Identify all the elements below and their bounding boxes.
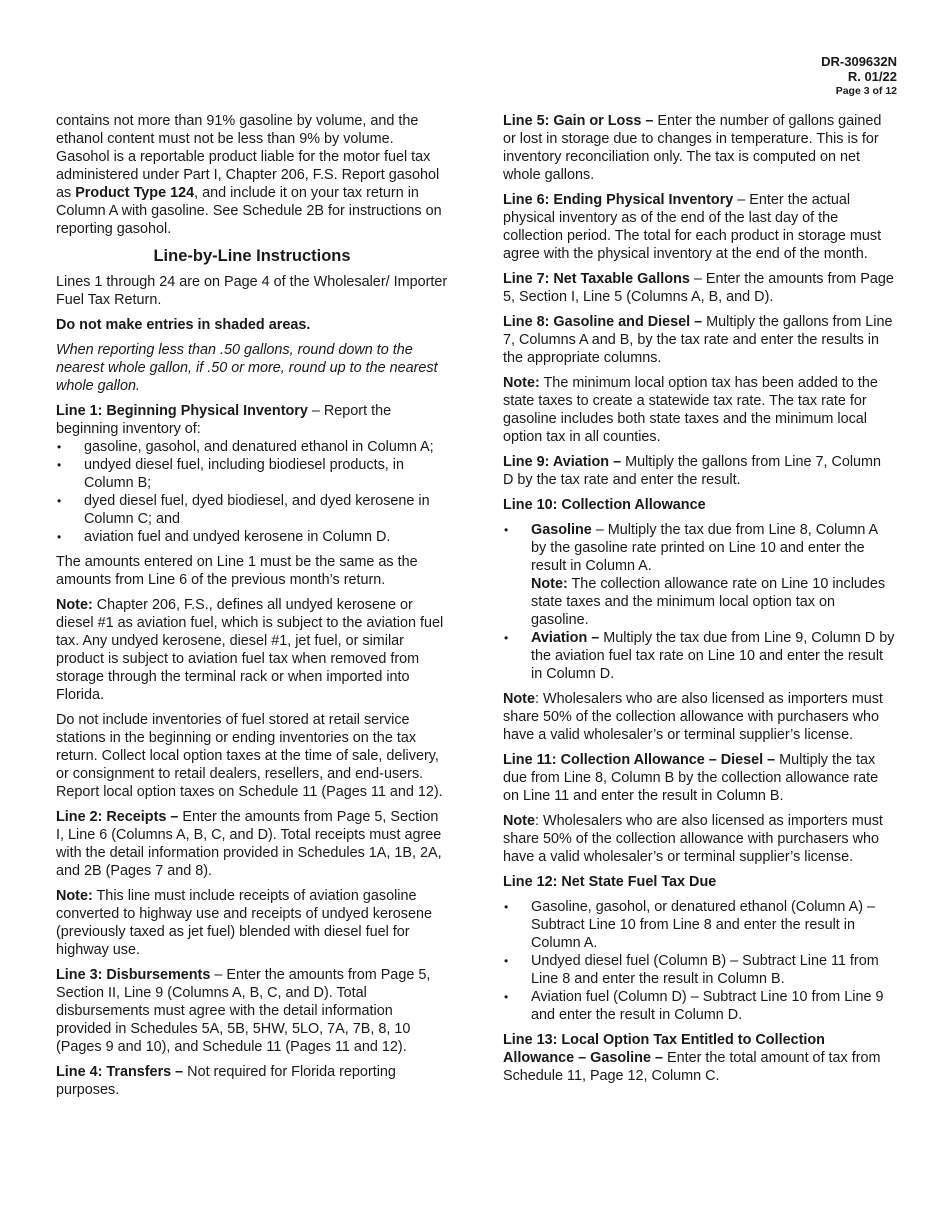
line1-instruction: Line 1: Beginning Physical Inventory – Report the beginning inventory of: <box>56 403 392 437</box>
tax-rate-note: Note: The minimum local option tax has been added to the state taxes to create a statewide tax rate. The tax rate for gasoline includes both state taxes and the minimum local option tax in all counties. <box>503 375 878 445</box>
list-item: • gasoline, gasohol, and denatured ethanol in Column A; <box>56 438 448 456</box>
line8-instruction: Line 8: Gasoline and Diesel – Multiply the gallons from Line 7, Columns A and B, by the tax rate and enter the results in the appropriate columns. <box>503 314 893 366</box>
receipts-note: Note: This line must include receipts of aviation gasoline converted to highway use and receipts of undyed kerosene (previously taxed as jet fuel) blended with diesel fuel for highway use. <box>56 888 432 958</box>
list-item: • Aviation – Multiply the tax due from Line 9, Column D by the aviation fuel tax rate on Line 10 and enter the result in Column D. <box>503 629 895 683</box>
section-title: Line-by-Line Instructions <box>153 247 351 265</box>
list-item: • Gasoline, gasohol, or denatured ethanol (Column A) – Subtract Line 10 from Line 8 and enter the result in Column A. <box>503 898 895 952</box>
line1-bullet-list <box>56 438 448 546</box>
line13-instruction: Line 13: Local Option Tax Entitled to Collection Allowance – Gasoline – Enter the total amount of tax from Schedule 11, Page 12, Column C. <box>503 1032 881 1084</box>
product-type-label: Product Type 124 <box>75 185 195 201</box>
line6-instruction: Line 6: Ending Physical Inventory – Enter the actual physical inventory as of the end of the last day of the collection period. The total for each product in storage must agree with the physical inventory at the end of the month. <box>503 192 882 262</box>
lines-note: Lines 1 through 24 are on Page 4 of the Wholesaler/ Importer Fuel Tax Return. <box>56 274 448 308</box>
line1-after-note: The amounts entered on Line 1 must be the same as the amounts from Line 6 of the previous month’s return. <box>56 554 418 588</box>
list-item: • dyed diesel fuel, dyed biodiesel, and dyed kerosene in Column C; and <box>56 492 448 528</box>
page-number: Page 3 of 12 <box>835 85 897 97</box>
line12-bullet-list <box>503 898 895 1024</box>
retail-inventory-note: Do not include inventories of fuel stored at retail service stations in the beginning or ending inventories on the tax return. Collect local option taxes at the time of sale, delivery, or consignment to retail dealers, resellers, and end-users. Report local option taxes on Schedule 11 (Pages 11 and 12). <box>56 712 443 800</box>
line10-bullet-list <box>503 521 895 683</box>
collection-allowance-note: Note: Wholesalers who are also licensed as importers must share 50% of the collection allowance with purchasers who have a valid wholesaler’s or terminal supplier’s license. <box>503 691 883 743</box>
right-column <box>503 112 895 1092</box>
line2-instruction: Line 2: Receipts – Enter the amounts from Page 5, Section I, Line 6 (Columns A, B, C, and D). Total receipts must agree with the detail information provided in Schedules 1A, 1B, 2A, and 2B (Pages 7 and 8). <box>56 809 442 879</box>
form-header <box>821 54 897 99</box>
list-item: • Gasoline – Multiply the tax due from Line 8, Column A by the gasoline rate printed on Line 10 and enter the result in Column A. Note: The collection allowance rate on Line 10 includes state taxes and the minimum local option tax on gasoline. <box>503 521 895 629</box>
gasohol-intro: contains not more than 91% gasoline by volume, and the ethanol content must not be less than 9% by volume. Gasohol is a reportable product liable for the motor fuel tax administered under Part I, Chapter 206, F.S. Report gasohol as Product Type 124, and include it on your tax return in Column A with gasoline. See Schedule 2B for instructions on reporting gasohol. <box>56 113 442 237</box>
line7-instruction: Line 7: Net Taxable Gallons – Enter the amounts from Page 5, Section I, Line 5 (Columns A, B, and D). <box>503 271 894 305</box>
line12-heading: Line 12: Net State Fuel Tax Due <box>503 874 717 890</box>
aviation-fuel-note: Note: Chapter 206, F.S., defines all undyed kerosene or diesel #1 as aviation fuel, which is subject to the aviation fuel tax. Any undyed kerosene, diesel #1, jet fuel, or similar product is subject to aviation fuel tax when removed from storage through the terminal rack or when imported into Florida. <box>56 597 444 703</box>
line9-instruction: Line 9: Aviation – Multiply the gallons from Line 7, Column D by the tax rate and enter the result. <box>503 454 882 488</box>
form-number: DR-309632N <box>821 54 897 69</box>
list-item: • Aviation fuel (Column D) – Subtract Line 10 from Line 9 and enter the result in Column D. <box>503 988 895 1024</box>
list-item: • aviation fuel and undyed kerosene in Column D. <box>56 528 448 546</box>
line10-heading: Line 10: Collection Allowance <box>503 497 706 513</box>
diesel-allowance-note: Note: Wholesalers who are also licensed as importers must share 50% of the collection allowance with purchasers who have a valid wholesaler’s or terminal supplier’s license. <box>503 813 883 865</box>
rounding-note: When reporting less than .50 gallons, round down to the nearest whole gallon, if .50 or more, round up to the nearest whole gallon. <box>56 342 438 394</box>
line3-instruction: Line 3: Disbursements – Enter the amounts from Page 5, Section II, Line 9 (Columns A, B, C, and D). Total disbursements must agree with the detail information provided in Schedules 5A, 5B, 5HW, 5LO, 7A, 7B, 8, 10 (Pages 9 and 10), and Schedule 11 (Pages 11 and 12). <box>56 967 431 1055</box>
revision-date: R. 01/22 <box>847 69 897 84</box>
line5-instruction: Line 5: Gain or Loss – Enter the number of gallons gained or lost in storage due to changes in temperature. This is for inventory reconciliation only. The tax is computed on net whole gallons. <box>503 113 882 183</box>
line4-instruction: Line 4: Transfers – Not required for Florida reporting purposes. <box>56 1064 396 1098</box>
shaded-areas-note: Do not make entries in shaded areas. <box>56 317 311 333</box>
list-item: • undyed diesel fuel, including biodiesel products, in Column B; <box>56 456 448 492</box>
left-column <box>56 112 448 1106</box>
list-item: • Undyed diesel fuel (Column B) – Subtract Line 11 from Line 8 and enter the result in Column B. <box>503 952 895 988</box>
line11-instruction: Line 11: Collection Allowance – Diesel – Multiply the tax due from Line 8, Column B by the collection allowance rate on Line 11 and enter the result in Column B. <box>503 752 879 804</box>
